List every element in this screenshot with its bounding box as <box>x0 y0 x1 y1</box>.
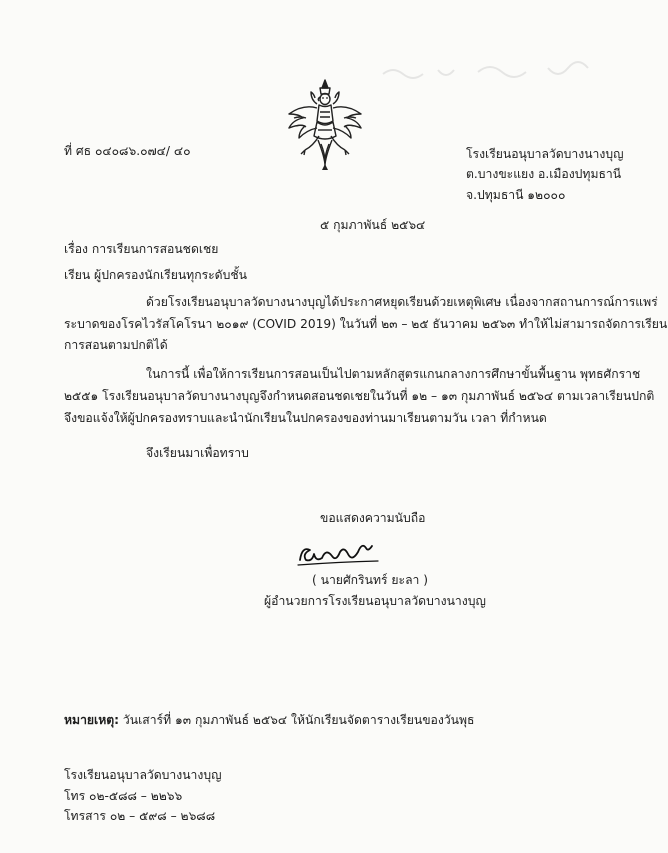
paragraph2-line2: ๒๕๕๑ โรงเรียนอนุบาลวัดบางนางบุญจึงกำหนดสอนชดเชยในวันที่ ๑๒ – ๑๓ กุมภาพันธ์ ๒๕๖๔ ตามเวลาเรียนปกติ <box>64 389 655 403</box>
show-through-marks <box>378 52 638 92</box>
closing-salutation: ขอแสดงความนับถือ <box>320 511 426 525</box>
note-text: วันเสาร์ที่ ๑๓ กุมภาพันธ์ ๒๕๖๔ ให้นักเรียนจัดตารางเรียนของวันพุธ <box>119 713 475 727</box>
signer-name: ( นายศักรินทร์ ยะลา ) <box>312 573 429 587</box>
note-label: หมายเหตุ: <box>64 713 120 727</box>
footer-phone: โทร ๐๒-๕๘๘ – ๒๒๖๖ <box>64 789 183 803</box>
garuda-emblem-icon <box>284 78 366 170</box>
paragraph2-line1: ในการนี้ เพื่อให้การเรียนการสอนเป็นไปตามหลักสูตรแกนกลางการศึกษาขั้นพื้นฐาน พุทธศักราช <box>146 367 641 381</box>
school-address-line3: จ.ปทุมธานี ๑๒๐๐๐ <box>466 188 566 202</box>
letter-recipient: เรียน ผู้ปกครองนักเรียนทุกระดับชั้น <box>64 268 247 282</box>
footer-fax: โทรสาร ๐๒ – ๕๙๘ – ๒๖๘๘ <box>64 809 216 823</box>
school-address-line1: โรงเรียนอนุบาลวัดบางนางบุญ <box>466 147 624 161</box>
handwritten-signature <box>294 538 384 568</box>
paragraph2-line3: จึงขอแจ้งให้ผู้ปกครองทราบและนำนักเรียนในปกครองของท่านมาเรียนตามวัน เวลา ที่กำหนด <box>64 411 547 425</box>
school-address-line2: ต.บางขะแยง อ.เมืองปทุมธานี <box>466 167 622 181</box>
paragraph1-line2: ระบาดของโรคไวรัสโคโรนา ๒๐๑๙ (COVID 2019) ในวันที่ ๒๓ – ๒๕ ธันวาคม ๒๕๖๓ ทำให้ไม่สามารถจัดการเรียน <box>64 317 668 331</box>
paragraph1-line1: ด้วยโรงเรียนอนุบาลวัดบางนางบุญได้ประกาศหยุดเรียนด้วยเหตุพิเศษ เนื่องจากสถานการณ์การแพร่ <box>146 295 658 309</box>
closing-request: จึงเรียนมาเพื่อทราบ <box>146 446 249 460</box>
note <box>64 712 474 728</box>
letter-date: ๕ กุมภาพันธ์ ๒๕๖๔ <box>320 218 426 232</box>
footer-school: โรงเรียนอนุบาลวัดบางนางบุญ <box>64 768 222 782</box>
letter-subject: เรื่อง การเรียนการสอนชดเชย <box>64 242 219 256</box>
paragraph1-line3: การสอนตามปกติได้ <box>64 338 168 352</box>
reference-number: ที่ ศธ ๐๔๐๘๖.๐๗๔/ ๔๐ <box>64 144 191 158</box>
signer-title: ผู้อำนวยการโรงเรียนอนุบาลวัดบางนางบุญ <box>264 594 486 608</box>
